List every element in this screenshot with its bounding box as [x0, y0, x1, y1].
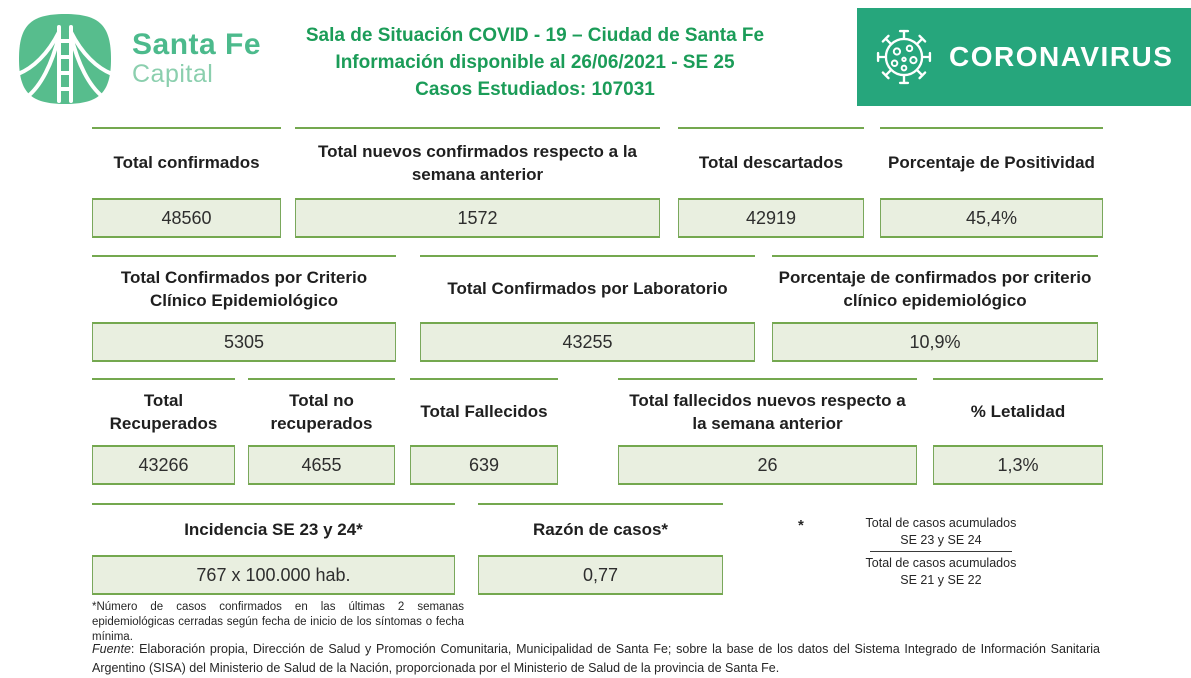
stat-card-title: % Letalidad — [970, 402, 1066, 422]
logo-subname: Capital — [132, 60, 214, 89]
stat-card-total-descartados — [678, 127, 864, 238]
coronavirus-banner — [857, 8, 1191, 106]
source-label: Fuente — [92, 642, 131, 656]
stat-card-title: Total Confirmados por Laboratorio — [447, 279, 728, 299]
stat-card-nuevos-confirmados — [295, 127, 660, 238]
stat-card-value: 1572 — [295, 198, 660, 238]
stat-card-value: 48560 — [92, 198, 281, 238]
stat-card-value: 26 — [618, 445, 917, 485]
stat-card-value: 43255 — [420, 322, 755, 362]
logo-text — [132, 29, 261, 89]
stat-card-value: 1,3% — [933, 445, 1103, 485]
source-text: : Elaboración propia, Dirección de Salud y Promoción Comunitaria, Municipalidad de Santa Fe; sobre la base de los datos del Sistema Integrado de Información Sanitaria Argentino (SISA) del Ministerio de Salud de la Nación, proporcionada por el Ministerio de Salud de la provincia de Santa Fe. — [92, 642, 1100, 675]
source-note — [92, 640, 1100, 678]
stat-card-value: 767 x 100.000 hab. — [92, 555, 455, 595]
stat-card-value: 43266 — [92, 445, 235, 485]
stat-card-total-confirmados — [92, 127, 281, 238]
stat-card-razon-de-casos — [478, 503, 723, 595]
stat-card-porcentaje-positividad — [880, 127, 1103, 238]
stat-card-title: Total Fallecidos — [420, 402, 548, 422]
page-title — [280, 22, 790, 103]
stat-card-title: Porcentaje de Positividad — [888, 153, 1095, 173]
virus-icon — [871, 24, 937, 90]
stat-card-value: 639 — [410, 445, 558, 485]
stat-card-title: Total fallecidos nuevos respecto a la semana anterior — [629, 391, 906, 433]
stat-card-total-recuperados — [92, 378, 235, 485]
fraction-numerator-line2: SE 23 y SE 24 — [870, 532, 1011, 552]
stat-card-total-no-recuperados — [248, 378, 395, 485]
stat-card-title: Total confirmados — [113, 153, 260, 173]
ratio-definition-note — [798, 515, 1070, 589]
stat-card-incidencia — [92, 503, 455, 595]
stat-card-title: Total Recuperados — [109, 391, 218, 433]
stat-card-porcentaje-criterio-clinico — [772, 255, 1098, 362]
stat-card-title: Razón de casos* — [532, 519, 669, 539]
stat-card-confirmados-laboratorio — [420, 255, 755, 362]
bridge-icon — [14, 12, 116, 106]
fraction-denominator-line2: SE 21 y SE 22 — [900, 573, 982, 587]
stat-card-fallecidos-nuevos — [618, 378, 917, 485]
stat-card-title: Total descartados — [698, 153, 844, 173]
logo-name: Santa Fe — [132, 27, 262, 61]
stat-card-confirmados-criterio-clinico — [92, 255, 396, 362]
stat-card-value: 5305 — [92, 322, 396, 362]
stat-card-value: 0,77 — [478, 555, 723, 595]
stat-card-title: Porcentaje de confirmados por criterio clínico epidemiológico — [778, 268, 1092, 310]
stat-card-title: Total no recuperados — [270, 391, 373, 433]
fraction-numerator-line1: Total de casos acumulados — [865, 516, 1017, 530]
stat-card-value: 10,9% — [772, 322, 1098, 362]
stat-card-value: 42919 — [678, 198, 864, 238]
stat-card-title: Total Confirmados por Criterio Clínico Epidemiológico — [120, 268, 368, 310]
ratio-fraction — [812, 515, 1070, 589]
stat-card-total-fallecidos — [410, 378, 558, 485]
fraction-denominator-line1: Total de casos acumulados — [865, 556, 1017, 570]
page-title-line3: Casos Estudiados: 107031 — [415, 79, 655, 100]
stat-card-title: Total nuevos confirmados respecto a la semana anterior — [318, 142, 637, 184]
page-title-line2: Información disponible al 26/06/2021 - SE 25 — [335, 52, 735, 73]
stat-card-title: Incidencia SE 23 y 24* — [184, 519, 363, 539]
stat-card-value: 4655 — [248, 445, 395, 485]
stat-card-value: 45,4% — [880, 198, 1103, 238]
santafe-logo — [14, 12, 261, 106]
page-title-line1: Sala de Situación COVID - 19 – Ciudad de Santa Fe — [305, 25, 765, 46]
incidencia-footnote: *Número de casos confirmados en las últimas 2 semanas epidemiológicas cerradas según fecha de inicio de los síntomas o fecha mínima. — [92, 601, 464, 643]
stat-card-letalidad — [933, 378, 1103, 485]
asterisk-marker: * — [798, 517, 804, 534]
banner-label: CORONAVIRUS — [949, 41, 1174, 72]
